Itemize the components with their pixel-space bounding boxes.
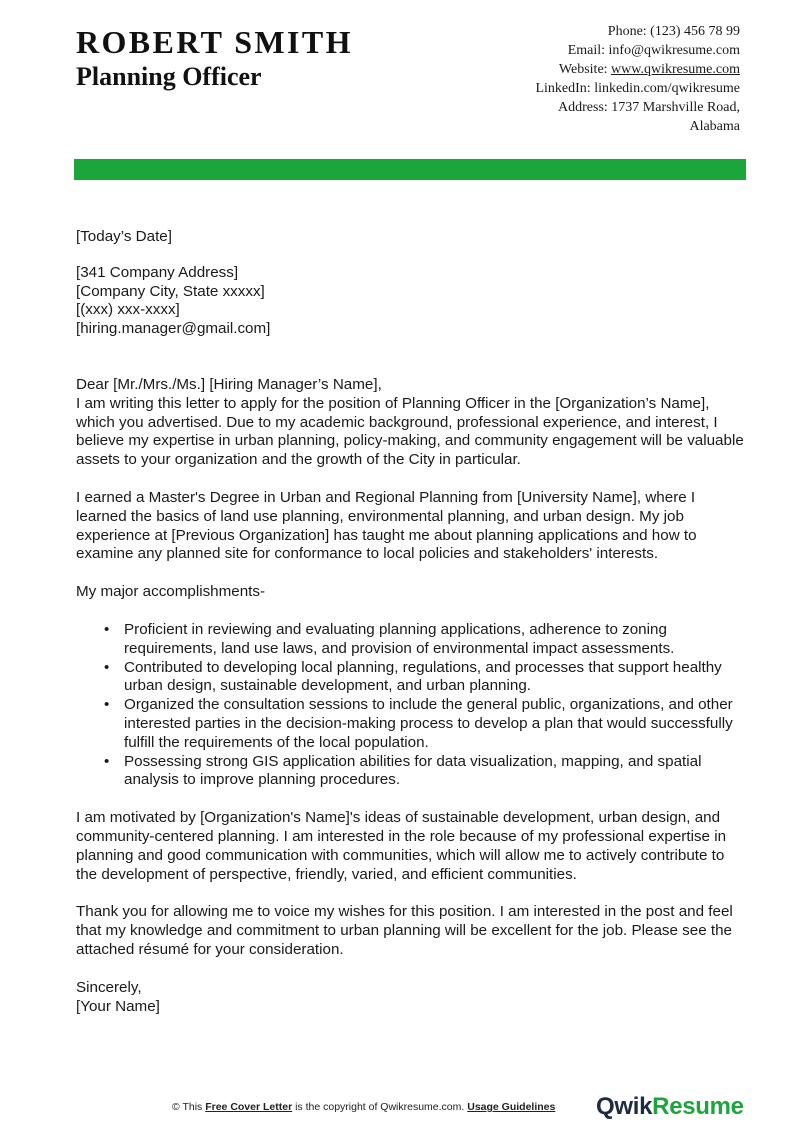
copyright-middle: is the copyright of Qwikresume.com. <box>292 1101 468 1113</box>
bullet-icon: • <box>104 658 110 676</box>
list-item <box>104 658 746 697</box>
list-item <box>104 752 746 791</box>
contact-block <box>440 22 740 136</box>
paragraph-3: I am motivated by [Organization's Name]'s ideas of sustainable development, urban design, and community-centered planning. I am interested in the role because of my professional expertise in planning and good communication with communities, which will allow me to actively contribute to the development of perspective, friendly, varied, and efficient communities. <box>76 809 727 883</box>
list-item-text: Organized the consultation sessions to include the general public, organizations, and other interested parties in the decision-making process to develop a plan that would successfully fulfill the requirements of the local population. <box>124 696 733 751</box>
qwikresume-logo <box>596 1093 744 1121</box>
list-item-text: Possessing strong GIS application abilities for data visualization, mapping, and spatial analysis to improve planning procedures. <box>124 752 702 789</box>
copyright-prefix: © This <box>172 1101 206 1113</box>
letter-date: [Today’s Date] <box>76 228 172 245</box>
footer <box>0 1093 800 1120</box>
contact-website-label: Website: <box>558 62 612 77</box>
contact-address-line1: Address: 1737 Marshville Road, <box>558 100 740 115</box>
contact-website <box>440 60 740 79</box>
recipient-line-4: [hiring.manager@gmail.com] <box>76 320 271 338</box>
salutation: Dear [Mr./Mrs./Ms.] [Hiring Manager’s Name], <box>76 375 382 393</box>
applicant-name: ROBERT SMITH <box>76 24 353 60</box>
recipient-line-3: [(xxx) xxx-xxxx] <box>76 301 180 319</box>
free-cover-letter-link[interactable]: Free Cover Letter <box>205 1101 293 1113</box>
contact-website-link[interactable]: www.qwikresume.com <box>611 62 740 77</box>
contact-email: Email: info@qwikresume.com <box>567 43 740 58</box>
bullet-icon: • <box>104 696 110 714</box>
list-item-text: Contributed to developing local planning, regulations, and processes that support healthy urban design, sustainable development, and urban planning. <box>124 658 722 695</box>
logo-part-qwik: Qwik <box>596 1093 653 1120</box>
closing-word: Sincerely, <box>76 978 142 996</box>
contact-phone: Phone: (123) 456 78 99 <box>607 24 740 39</box>
recipient-line-1: [341 Company Address] <box>76 263 239 281</box>
list-item-text: Proficient in reviewing and evaluating planning applications, adherence to zoning requirements, land use laws, and provision of environmental impact assessments. <box>124 620 675 657</box>
contact-linkedin: LinkedIn: linkedin.com/qwikresume <box>535 81 740 96</box>
copyright-notice <box>172 1101 555 1113</box>
bullet-icon: • <box>104 752 110 770</box>
list-item <box>104 620 746 659</box>
paragraph-2: I earned a Master's Degree in Urban and Regional Planning from [University Name], where I learned the basics of land use planning, environmental planning, and urban design. My job experience at [Previous Organization] has taught me about planning applications and how to examine any planned site for conformance to local policies and stakeholders' interests. <box>76 488 697 563</box>
applicant-job-title: Planning Officer <box>76 62 262 91</box>
logo-part-resume: Resume <box>652 1093 744 1120</box>
closing-signoff <box>76 979 746 1017</box>
accomplishments-list <box>76 621 746 790</box>
usage-guidelines-link[interactable]: Usage Guidelines <box>467 1101 556 1113</box>
letter-body <box>76 228 746 1016</box>
recipient-address <box>76 264 746 339</box>
paragraph-4: Thank you for allowing me to voice my wishes for this position. I am interested in the post and feel that my knowledge and commitment to urban planning will be excellent for the job. Please see the attached résumé for your consideration. <box>76 903 733 958</box>
header-divider-bar <box>74 159 746 180</box>
list-item <box>104 696 746 752</box>
contact-address-line2: Alabama <box>689 119 740 134</box>
bullet-icon: • <box>104 620 110 638</box>
accomplishments-intro: My major accomplishments- <box>76 583 266 601</box>
paragraph-1: I am writing this letter to apply for the position of Planning Officer in the [Organization’s Name], which you advertised. Due to my academic background, professional experience, and interest, I believe my expertise in urban planning, policy-making, and community engagement will be valuable assets to your organization and the growth of the City in particular. <box>76 394 744 469</box>
recipient-line-2: [Company City, State xxxxx] <box>76 282 265 300</box>
signature-name: [Your Name] <box>76 997 160 1015</box>
